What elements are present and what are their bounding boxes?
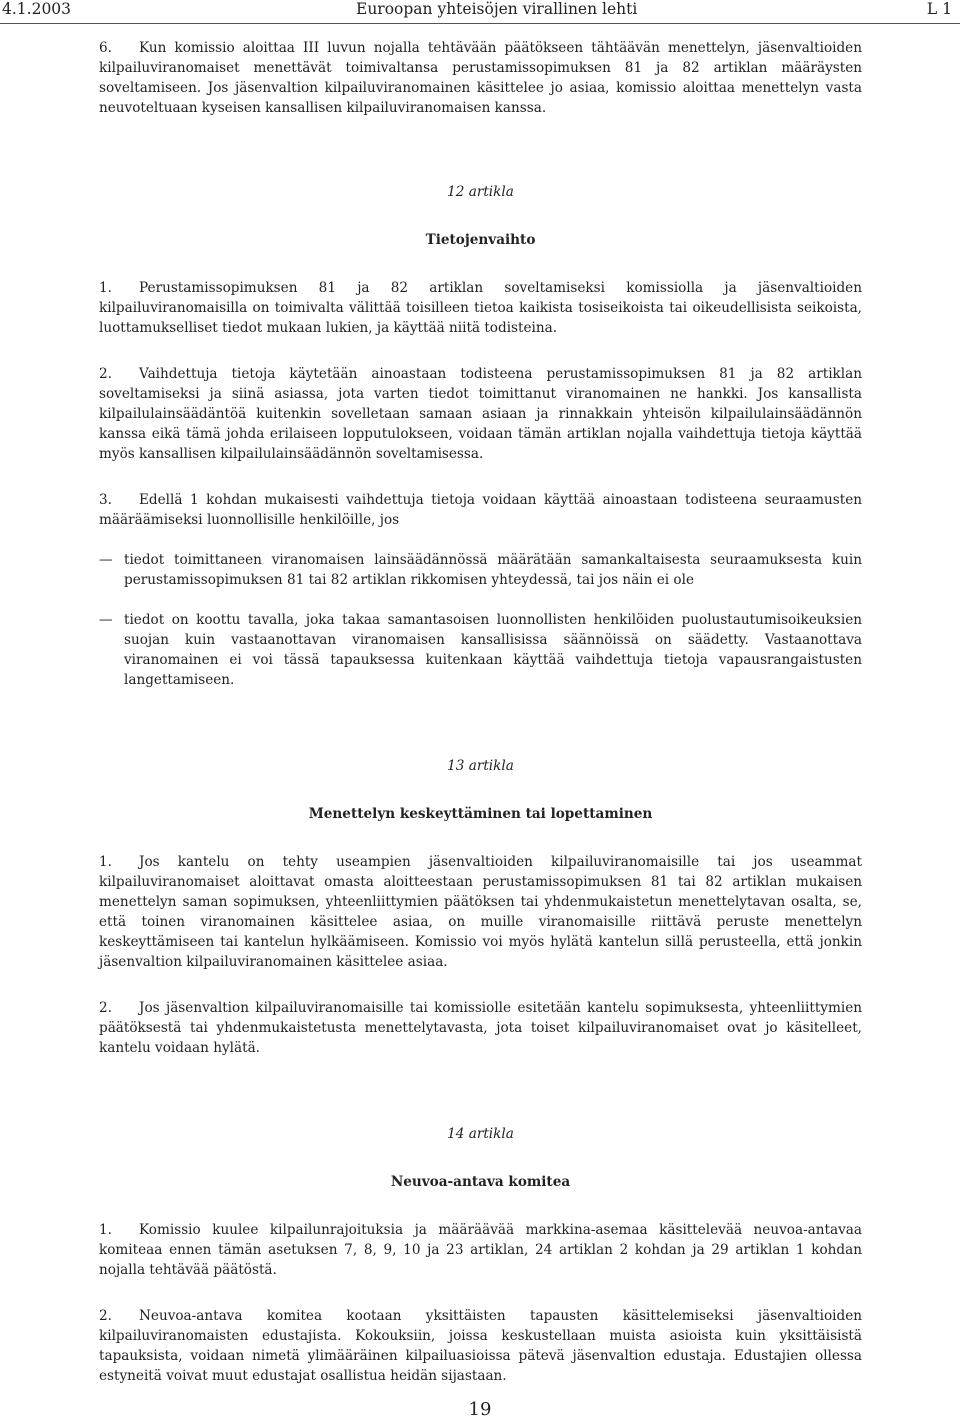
article-label-13: 13 artikla <box>447 758 514 774</box>
paragraph-art11-6 <box>99 38 862 118</box>
paragraph-art14-2 <box>99 1306 862 1386</box>
paragraph-text: Vaihdettuja tietoja käytetään ainoastaan todisteena perustamissopimuksen 81 ja 82 artiklan soveltamiseksi ja siinä asiassa, jota varten tiedot toimittanut viranomainen ne hankki. Jos kansallista kilpailulainsäädäntöä kuitenkin sovelletaan samaan asiaan ja rinnakkain yhteisön kilpailulainsäädännön kanssa eikä tämä johda erilaiseen lopputulokseen, voidaan tämän artiklan nojalla vaihdettuja tietoja käyttää myös kansallisen kilpailulainsäädännön soveltamisessa. <box>99 366 862 462</box>
dash-item-2 <box>99 610 862 690</box>
dash-item-text: tiedot toimittaneen viranomaisen lainsäädännössä määrätään samankaltaisesta seuraamuksesta kuin perustamissopimuksen 81 tai 82 artiklan rikkomisen yhteydessä, tai jos näin ei ole <box>124 552 862 588</box>
paragraph-text: Neuvoa-antava komitea kootaan yksittäisten tapausten käsittelemiseksi jäsenvaltioiden kilpailuviranomaisten edustajista. Kokouksiin, joissa keskustellaan muista asioista kuin yksittäisistä tapauksista, voidaan nimetä ylimääräinen kilpailuasioissa pätevä jäsenvaltion edustaja. Edustajien ollessa estyneitä voivat muut edustajat osallistua heidän sijastaan. <box>99 1308 862 1384</box>
paragraph-number: 2. <box>99 1308 112 1324</box>
article-label-12: 12 artikla <box>447 184 514 200</box>
paragraph-art14-1 <box>99 1220 862 1280</box>
header-date: 4.1.2003 <box>2 0 72 18</box>
paragraph-art12-3 <box>99 490 862 530</box>
dash-item-text: tiedot on koottu tavalla, joka takaa samantasoisen luonnollisten henkilöiden puolustautumisoikeuksien suojan kuin vastaanottavan viranomaisen kansallisissa säännöissä on säädetty. Vastaanottava viranomainen ei voi tässä tapauksessa kuitenkaan käyttää vaihdettuja tietoja vapausrangaistusten langettamiseen. <box>124 612 862 688</box>
page-number: 19 <box>468 1399 492 1420</box>
page-header <box>0 0 960 24</box>
paragraph-art12-1 <box>99 278 862 338</box>
paragraph-number: 1. <box>99 280 112 296</box>
paragraph-text: Edellä 1 kohdan mukaisesti vaihdettuja tietoja voidaan käyttää ainoastaan todisteena seuraamusten määräämiseksi luonnollisille henkilöille, jos <box>99 492 862 528</box>
article-title-13: Menettelyn keskeyttäminen tai lopettaminen <box>308 806 653 822</box>
article-label-14: 14 artikla <box>447 1126 514 1142</box>
header-page-ref: L 1 <box>926 0 952 18</box>
paragraph-text: Perustamissopimuksen 81 ja 82 artiklan soveltamiseksi komissiolla ja jäsenvaltioiden kilpailuviranomaisilla on toimivalta välittää toisilleen tietoa kaikista tosiseikoista tai oikeudellisista seikoista, luottamukselliset tiedot mukaan lukien, ja käyttää niitä todisteina. <box>99 280 862 336</box>
header-journal-title: Euroopan yhteisöjen virallinen lehti <box>356 0 638 18</box>
paragraph-number: 6. <box>99 40 112 56</box>
paragraph-number: 1. <box>99 1222 112 1238</box>
paragraph-number: 1. <box>99 854 112 870</box>
dash-marker: — <box>99 612 113 628</box>
dash-marker: — <box>99 552 113 568</box>
header-rule <box>0 23 960 24</box>
paragraph-text: Jos jäsenvaltion kilpailuviranomaisille tai komissiolle esitetään kantelu sopimuksesta, yhteenliittymien päätöksestä tai yhdenmukaistetusta menettelytavasta, jota toiset kilpailuviranomaiset ovat jo käsitelleet, kantelu voidaan hylätä. <box>99 1000 862 1056</box>
paragraph-number: 3. <box>99 492 112 508</box>
paragraph-text: Komissio kuulee kilpailunrajoituksia ja määräävää markkina-asemaa käsittelevää neuvoa-antavaa komiteaa ennen tämän asetuksen 7, 8, 9, 10 ja 23 artiklan, 24 artiklan 2 kohdan ja 29 artiklan 1 kohdan nojalla tehtävää päätöstä. <box>99 1222 862 1278</box>
paragraph-art13-1 <box>99 852 862 972</box>
document-body <box>99 36 862 1386</box>
paragraph-number: 2. <box>99 366 112 382</box>
article-title-14: Neuvoa-antava komitea <box>390 1174 571 1190</box>
dash-item-1 <box>99 550 862 590</box>
paragraph-number: 2. <box>99 1000 112 1016</box>
paragraph-art13-2 <box>99 998 862 1058</box>
paragraph-text: Jos kantelu on tehty useampien jäsenvaltioiden kilpailuviranomaisille tai jos useammat kilpailuviranomaiset aloittavat omasta aloitteestaan perustamissopimuksen 81 tai 82 artiklan mukaisen menettelyn saman sopimuksen, yhteenliittymien päätöksen tai yhdenmukaistetun menettelytavan osalta, se, että toinen viranomainen käsittelee asiaa, on muille viranomaisille riittävä peruste menettelyn keskeyttämiseen tai kantelun hylkäämiseen. Komissio voi myös hylätä kantelun sillä perusteella, että jonkin jäsenvaltion kilpailuviranomainen käsittelee asiaa. <box>99 854 862 970</box>
article-title-12: Tietojenvaihto <box>425 232 536 248</box>
paragraph-text: Kun komissio aloittaa III luvun nojalla tehtävään päätökseen tähtäävän menettelyn, jäsenvaltioiden kilpailuviranomaiset menettävät toimivaltansa perustamissopimuksen 81 ja 82 artiklan määräysten soveltamiseen. Jos jäsenvaltion kilpailuviranomainen käsittelee jo asiaa, komissio aloittaa menettelyn vasta neuvoteltuaan kyseisen kansallisen kilpailuviranomaisen kanssa. <box>99 40 862 116</box>
paragraph-art12-2 <box>99 364 862 464</box>
